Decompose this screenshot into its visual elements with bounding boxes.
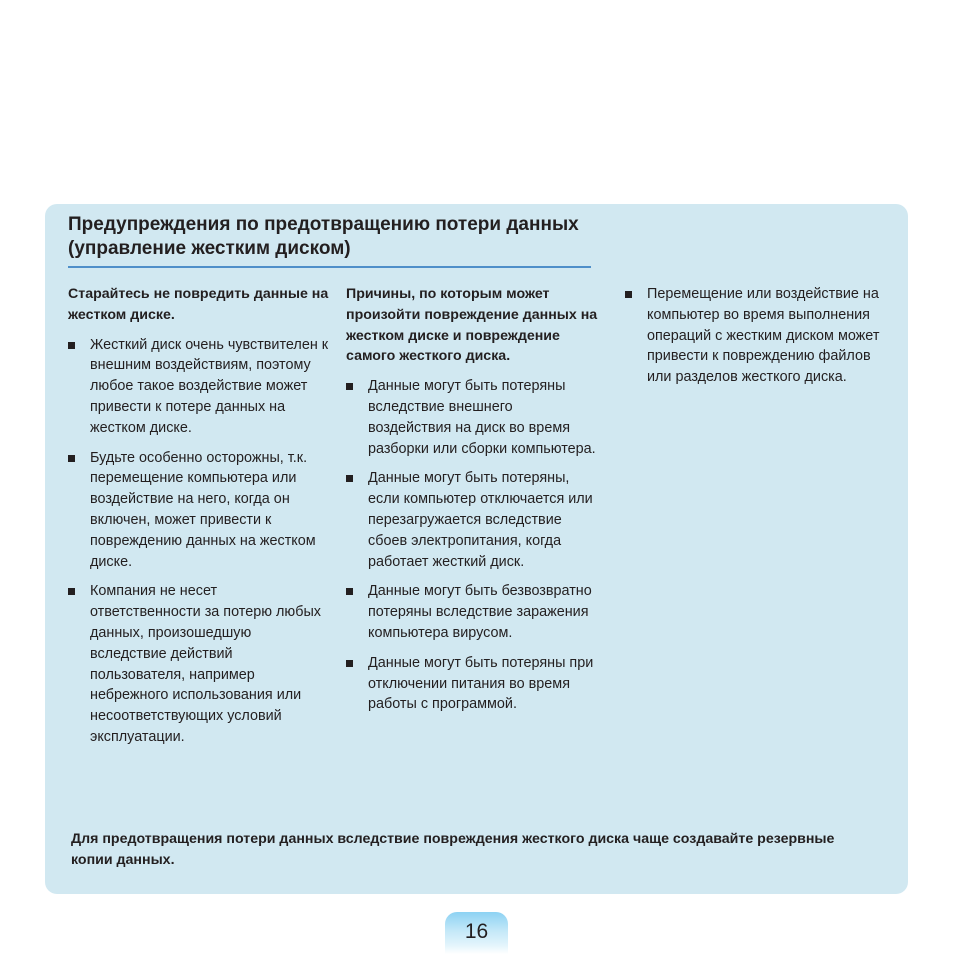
section-title: Предупреждения по предотвращению потери данных (управление жестким диском) <box>68 214 579 259</box>
list-item: Данные могут быть потеряны вследствие внешнего воздействия на диск во время разборки или сборки компьютера. <box>346 376 598 459</box>
backup-note: Для предотвращения потери данных вследствие повреждения жесткого диска чаще создавайте резервные копии данных. <box>71 831 835 868</box>
column-1-heading: Старайтесь не повредить данные на жестком диске. <box>68 286 329 323</box>
page-number: 16 <box>464 920 489 943</box>
list-item: Жесткий диск очень чувствителен к внешним воздействиям, поэтому любое такое воздействие может привести к потере данных на жестком диске. <box>68 335 330 439</box>
column-3-list <box>625 284 880 388</box>
list-item: Компания не несет ответственности за потерю любых данных, произошедшую вследствие действий пользователя, например небрежного использования или несоответствующих условий эксплуатации. <box>68 581 330 747</box>
square-bullet-icon <box>68 342 75 349</box>
page-number-tab <box>445 912 508 954</box>
title-underline <box>68 266 591 268</box>
column-1 <box>68 284 330 757</box>
list-item: Данные могут быть потеряны при отключении питания во время работы с программой. <box>346 653 598 715</box>
square-bullet-icon <box>68 588 75 595</box>
list-item: Данные могут быть потеряны, если компьютер отключается или перезагружается вследствие сбоев электропитания, когда работает жесткий диск. <box>346 468 598 572</box>
square-bullet-icon <box>625 291 632 298</box>
square-bullet-icon <box>346 383 353 390</box>
list-item: Перемещение или воздействие на компьютер во время выполнения операций с жестким диском может привести к повреждению файлов или разделов жесткого диска. <box>625 284 880 388</box>
square-bullet-icon <box>346 588 353 595</box>
square-bullet-icon <box>346 660 353 667</box>
column-1-list <box>68 335 330 748</box>
square-bullet-icon <box>346 475 353 482</box>
column-3 <box>625 284 880 397</box>
list-item: Данные могут быть безвозвратно потеряны вследствие заражения компьютера вирусом. <box>346 581 598 643</box>
column-2-list <box>346 376 598 715</box>
square-bullet-icon <box>68 455 75 462</box>
column-2 <box>346 284 598 724</box>
column-2-heading: Причины, по которым может произойти повреждение данных на жестком диске и повреждение самого жесткого диска. <box>346 286 598 365</box>
list-item: Будьте особенно осторожны, т.к. перемещение компьютера или воздействие на него, когда он включен, может привести к повреждению данных на жестком диске. <box>68 448 330 573</box>
